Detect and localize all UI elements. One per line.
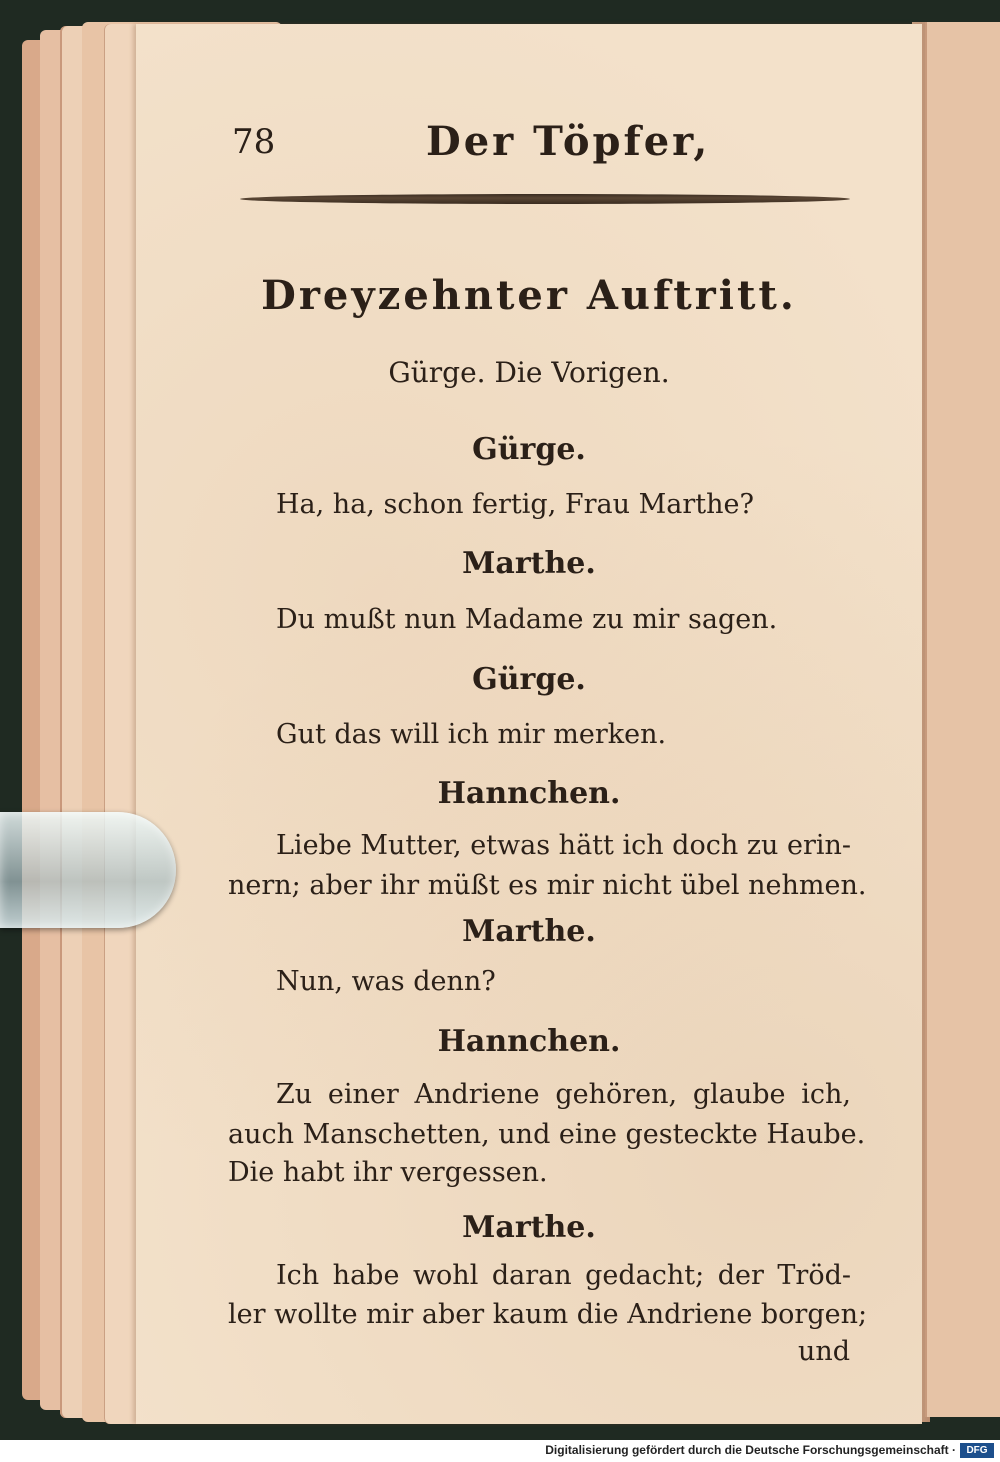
dialogue-line: Ich habe wohl daran gedacht; der Tröd- bbox=[276, 1260, 851, 1291]
dialogue-line: auch Manschetten, und eine gesteckte Haube. bbox=[228, 1119, 866, 1150]
speaker-name: Marthe. bbox=[462, 914, 596, 949]
dialogue-line: Die habt ihr vergessen. bbox=[228, 1157, 548, 1188]
dialogue-line: ler wollte mir aber kaum die Andriene borgen; bbox=[228, 1299, 868, 1330]
page-number: 78 bbox=[232, 122, 276, 162]
running-title: Der Töpfer, bbox=[426, 118, 711, 165]
facing-page-edge bbox=[925, 22, 1000, 1417]
speaker-name: Marthe. bbox=[462, 546, 596, 581]
dialogue-line: nern; aber ihr müßt es mir nicht übel nehmen. bbox=[228, 870, 867, 901]
speaker-name: Marthe. bbox=[462, 1210, 596, 1245]
speaker-name: Gürge. bbox=[472, 662, 586, 697]
credit-bar bbox=[0, 1440, 1000, 1462]
speaker-name: Hannchen. bbox=[437, 1024, 621, 1059]
dialogue-line: Ha, ha, schon fertig, Frau Marthe? bbox=[276, 489, 754, 520]
glass-bookmark bbox=[0, 812, 176, 928]
funding-credit: Digitalisierung gefördert durch die Deutsche Forschungsgemeinschaft · bbox=[545, 1443, 956, 1457]
dialogue-line: Zu einer Andriene gehören, glaube ich, bbox=[276, 1079, 851, 1110]
dfg-logo: DFG bbox=[960, 1443, 994, 1458]
book-page bbox=[136, 24, 922, 1424]
catchword: und bbox=[798, 1336, 851, 1367]
speaker-name: Hannchen. bbox=[437, 776, 621, 811]
dialogue-line: Liebe Mutter, etwas hätt ich doch zu erin- bbox=[276, 830, 852, 861]
ornamental-rule bbox=[240, 194, 850, 204]
dialogue-line: Gut das will ich mir merken. bbox=[276, 719, 667, 750]
speaker-name: Gürge. bbox=[472, 432, 586, 467]
dialogue-line: Nun, was denn? bbox=[276, 966, 496, 997]
scene-characters: Gürge. Die Vorigen. bbox=[388, 356, 670, 389]
scene-title: Dreyzehnter Auftritt. bbox=[261, 272, 797, 319]
dialogue-line: Du mußt nun Madame zu mir sagen. bbox=[276, 604, 778, 635]
